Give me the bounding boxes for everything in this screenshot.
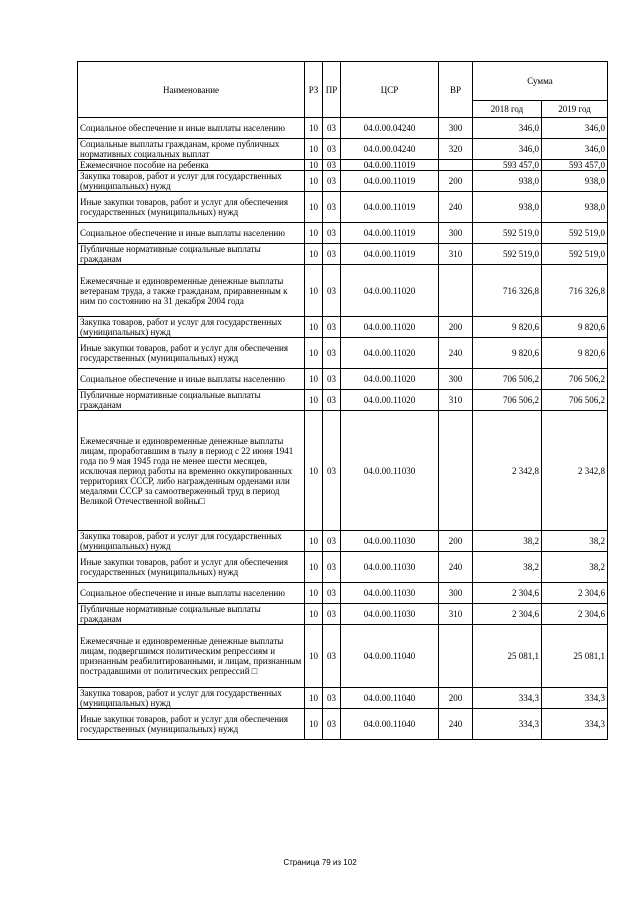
cell-csr: 04.0.00.11020 — [341, 390, 439, 411]
cell-pr: 03 — [323, 223, 341, 244]
cell-csr: 04.0.00.11030 — [341, 604, 439, 625]
cell-pr: 03 — [323, 390, 341, 411]
cell-sum-2019: 716 326,8 — [542, 265, 608, 317]
cell-sum-2018: 9 820,6 — [473, 338, 542, 369]
cell-rz: 10 — [305, 171, 323, 192]
cell-name: Ежемесячное пособие на ребенка — [78, 160, 305, 171]
cell-name: Социальное обеспечение и иные выплаты населению — [78, 583, 305, 604]
cell-csr: 04.0.00.11030 — [341, 583, 439, 604]
cell-vr: 300 — [439, 369, 473, 390]
cell-rz: 10 — [305, 369, 323, 390]
table-row — [78, 625, 608, 688]
cell-csr: 04.0.00.11020 — [341, 317, 439, 338]
cell-sum-2019: 706 506,2 — [542, 369, 608, 390]
table-row — [78, 369, 608, 390]
header-year-2018: 2018 год — [473, 101, 542, 118]
cell-sum-2018: 346,0 — [473, 139, 542, 160]
cell-sum-2019: 9 820,6 — [542, 338, 608, 369]
table-row — [78, 317, 608, 338]
header-csr: ЦСР — [341, 62, 439, 118]
cell-rz: 10 — [305, 317, 323, 338]
cell-vr: 240 — [439, 709, 473, 740]
cell-vr — [439, 411, 473, 531]
cell-name: Публичные нормативные социальные выплаты гражданам — [78, 604, 305, 625]
cell-pr: 03 — [323, 244, 341, 265]
cell-sum-2018: 706 506,2 — [473, 390, 542, 411]
cell-pr: 03 — [323, 338, 341, 369]
cell-pr: 03 — [323, 604, 341, 625]
cell-csr: 04.0.00.11019 — [341, 171, 439, 192]
cell-sum-2019: 2 342,8 — [542, 411, 608, 531]
cell-vr: 300 — [439, 118, 473, 139]
table-row — [78, 411, 608, 531]
table-row — [78, 531, 608, 552]
cell-csr: 04.0.00.11040 — [341, 709, 439, 740]
cell-vr: 300 — [439, 223, 473, 244]
table-body — [78, 118, 608, 740]
cell-sum-2018: 2 304,6 — [473, 583, 542, 604]
cell-csr: 04.0.00.11030 — [341, 552, 439, 583]
table-row — [78, 160, 608, 171]
cell-vr: 240 — [439, 552, 473, 583]
table-row — [78, 604, 608, 625]
cell-rz: 10 — [305, 338, 323, 369]
cell-rz: 10 — [305, 604, 323, 625]
cell-sum-2018: 716 326,8 — [473, 265, 542, 317]
cell-sum-2018: 706 506,2 — [473, 369, 542, 390]
cell-vr: 310 — [439, 390, 473, 411]
cell-pr: 03 — [323, 192, 341, 223]
cell-csr: 04.0.00.04240 — [341, 118, 439, 139]
cell-sum-2018: 592 519,0 — [473, 223, 542, 244]
cell-name: Ежемесячные и единовременные денежные выплаты ветеранам труда, а также гражданам, приравненным к ним по состоянию на 31 декабря 2004 года — [78, 265, 305, 317]
cell-sum-2019: 938,0 — [542, 192, 608, 223]
table-row — [78, 118, 608, 139]
cell-csr: 04.0.00.11020 — [341, 338, 439, 369]
cell-sum-2018: 938,0 — [473, 192, 542, 223]
cell-rz: 10 — [305, 625, 323, 688]
cell-sum-2019: 593 457,0 — [542, 160, 608, 171]
cell-rz: 10 — [305, 531, 323, 552]
cell-vr: 310 — [439, 604, 473, 625]
cell-sum-2018: 2 304,6 — [473, 604, 542, 625]
cell-sum-2018: 593 457,0 — [473, 160, 542, 171]
cell-vr — [439, 160, 473, 171]
cell-pr: 03 — [323, 171, 341, 192]
cell-name: Закупка товаров, работ и услуг для государственных (муниципальных) нужд — [78, 531, 305, 552]
header-sum: Сумма — [473, 62, 608, 101]
cell-pr: 03 — [323, 552, 341, 583]
cell-rz: 10 — [305, 223, 323, 244]
cell-pr: 03 — [323, 160, 341, 171]
cell-name: Публичные нормативные социальные выплаты гражданам — [78, 390, 305, 411]
cell-name: Иные закупки товаров, работ и услуг для обеспечения государственных (муниципальных) нужд — [78, 709, 305, 740]
cell-csr: 04.0.00.11020 — [341, 369, 439, 390]
cell-pr: 03 — [323, 369, 341, 390]
cell-name: Социальные выплаты гражданам, кроме публичных нормативных социальных выплат — [78, 139, 305, 160]
cell-pr: 03 — [323, 625, 341, 688]
cell-csr: 04.0.00.11019 — [341, 223, 439, 244]
cell-pr: 03 — [323, 118, 341, 139]
cell-sum-2019: 25 081,1 — [542, 625, 608, 688]
table-row — [78, 192, 608, 223]
budget-table — [77, 61, 608, 740]
cell-csr: 04.0.00.11019 — [341, 192, 439, 223]
cell-csr: 04.0.00.04240 — [341, 139, 439, 160]
table-row — [78, 583, 608, 604]
cell-name: Закупка товаров, работ и услуг для государственных (муниципальных) нужд — [78, 688, 305, 709]
cell-pr: 03 — [323, 139, 341, 160]
cell-name: Социальное обеспечение и иные выплаты населению — [78, 223, 305, 244]
cell-pr: 03 — [323, 688, 341, 709]
cell-rz: 10 — [305, 583, 323, 604]
cell-csr: 04.0.00.11020 — [341, 265, 439, 317]
cell-rz: 10 — [305, 390, 323, 411]
cell-sum-2019: 592 519,0 — [542, 223, 608, 244]
page-number: Страница 79 из 102 — [283, 858, 357, 867]
table-row — [78, 265, 608, 317]
cell-rz: 10 — [305, 160, 323, 171]
cell-sum-2019: 9 820,6 — [542, 317, 608, 338]
cell-vr — [439, 625, 473, 688]
cell-sum-2018: 38,2 — [473, 531, 542, 552]
cell-sum-2019: 346,0 — [542, 118, 608, 139]
cell-csr: 04.0.00.11019 — [341, 160, 439, 171]
table-row — [78, 244, 608, 265]
table-row — [78, 552, 608, 583]
cell-sum-2019: 346,0 — [542, 139, 608, 160]
cell-vr: 240 — [439, 192, 473, 223]
cell-name: Иные закупки товаров, работ и услуг для обеспечения государственных (муниципальных) нужд — [78, 552, 305, 583]
cell-name: Закупка товаров, работ и услуг для государственных (муниципальных) нужд — [78, 171, 305, 192]
cell-csr: 04.0.00.11019 — [341, 244, 439, 265]
cell-rz: 10 — [305, 192, 323, 223]
table-row — [78, 223, 608, 244]
cell-pr: 03 — [323, 709, 341, 740]
table-row — [78, 139, 608, 160]
table-row — [78, 709, 608, 740]
cell-sum-2019: 2 304,6 — [542, 604, 608, 625]
cell-name: Иные закупки товаров, работ и услуг для обеспечения государственных (муниципальных) нужд — [78, 338, 305, 369]
cell-sum-2018: 25 081,1 — [473, 625, 542, 688]
cell-name: Социальное обеспечение и иные выплаты населению — [78, 118, 305, 139]
cell-sum-2018: 346,0 — [473, 118, 542, 139]
cell-name: Публичные нормативные социальные выплаты гражданам — [78, 244, 305, 265]
cell-sum-2019: 38,2 — [542, 531, 608, 552]
cell-vr — [439, 265, 473, 317]
cell-name: Закупка товаров, работ и услуг для государственных (муниципальных) нужд — [78, 317, 305, 338]
cell-sum-2018: 9 820,6 — [473, 317, 542, 338]
table-row — [78, 688, 608, 709]
cell-sum-2018: 592 519,0 — [473, 244, 542, 265]
cell-sum-2018: 334,3 — [473, 709, 542, 740]
cell-sum-2019: 2 304,6 — [542, 583, 608, 604]
cell-rz: 10 — [305, 118, 323, 139]
header-rz: РЗ — [305, 62, 323, 118]
cell-pr: 03 — [323, 265, 341, 317]
cell-sum-2019: 38,2 — [542, 552, 608, 583]
cell-sum-2019: 938,0 — [542, 171, 608, 192]
table-row — [78, 171, 608, 192]
cell-csr: 04.0.00.11040 — [341, 625, 439, 688]
cell-name: Ежемесячные и единовременные денежные выплаты лицам, подвергшимся политическим репрессиям и признанным реабилитированными, и лицам, признанным пострадавшими от политических репрессий □ — [78, 625, 305, 688]
cell-pr: 03 — [323, 411, 341, 531]
cell-csr: 04.0.00.11030 — [341, 411, 439, 531]
cell-vr: 300 — [439, 583, 473, 604]
cell-name: Ежемесячные и единовременные денежные выплаты лицам, проработавшим в тылу в период с 22 июня 1941 года по 9 мая 1945 года не менее шести месяцев, исключая период работы на временно оккупированных территориях СССР, либо награжденным орденами или медалями СССР за самоотверженный труд в период Великой Отечественной войны□ — [78, 411, 305, 531]
cell-rz: 10 — [305, 688, 323, 709]
header-vr: ВР — [439, 62, 473, 118]
cell-sum-2019: 706 506,2 — [542, 390, 608, 411]
cell-rz: 10 — [305, 139, 323, 160]
cell-vr: 320 — [439, 139, 473, 160]
table-header — [78, 62, 608, 118]
cell-pr: 03 — [323, 317, 341, 338]
cell-vr: 240 — [439, 338, 473, 369]
cell-vr: 200 — [439, 171, 473, 192]
table-row — [78, 390, 608, 411]
cell-vr: 200 — [439, 531, 473, 552]
cell-vr: 200 — [439, 688, 473, 709]
cell-vr: 200 — [439, 317, 473, 338]
cell-sum-2018: 2 342,8 — [473, 411, 542, 531]
header-name: Наименование — [78, 62, 305, 118]
header-pr: ПР — [323, 62, 341, 118]
cell-pr: 03 — [323, 531, 341, 552]
cell-csr: 04.0.00.11030 — [341, 531, 439, 552]
cell-sum-2019: 334,3 — [542, 688, 608, 709]
cell-name: Социальное обеспечение и иные выплаты населению — [78, 369, 305, 390]
cell-rz: 10 — [305, 552, 323, 583]
cell-rz: 10 — [305, 244, 323, 265]
cell-csr: 04.0.00.11040 — [341, 688, 439, 709]
cell-rz: 10 — [305, 265, 323, 317]
cell-sum-2018: 38,2 — [473, 552, 542, 583]
cell-vr: 310 — [439, 244, 473, 265]
cell-rz: 10 — [305, 411, 323, 531]
cell-rz: 10 — [305, 709, 323, 740]
cell-sum-2019: 592 519,0 — [542, 244, 608, 265]
cell-pr: 03 — [323, 583, 341, 604]
cell-sum-2018: 334,3 — [473, 688, 542, 709]
table-row — [78, 338, 608, 369]
header-year-2019: 2019 год — [542, 101, 608, 118]
cell-sum-2019: 334,3 — [542, 709, 608, 740]
cell-name: Иные закупки товаров, работ и услуг для обеспечения государственных (муниципальных) нужд — [78, 192, 305, 223]
cell-sum-2018: 938,0 — [473, 171, 542, 192]
